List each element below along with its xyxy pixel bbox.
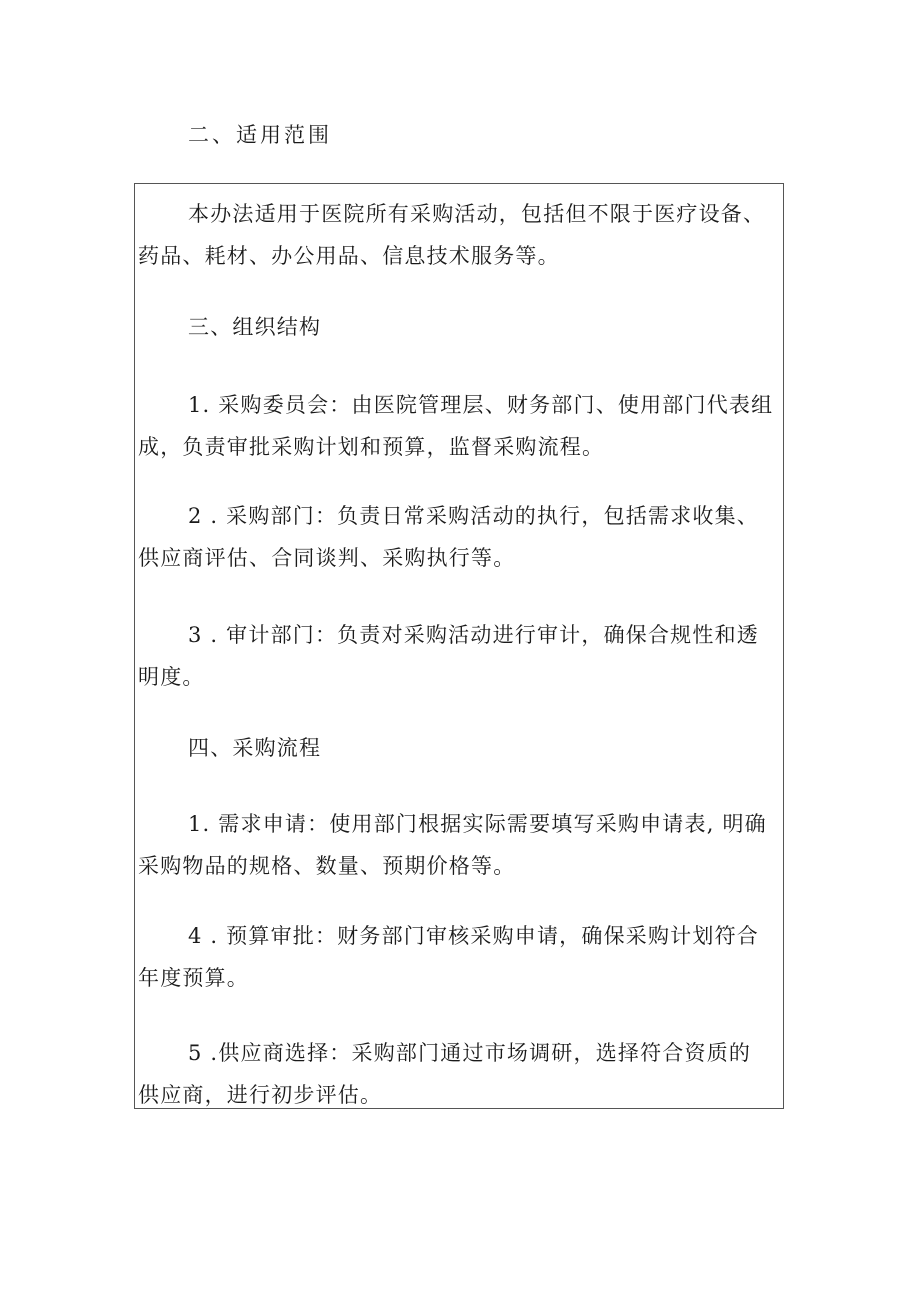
- paragraph-process-budget: [138, 915, 782, 999]
- paragraph-line: 2 . 采购部门：负责日常采购活动的执行，包括需求收集、: [188, 504, 759, 528]
- paragraph-process-request: [138, 803, 782, 887]
- paragraph-line: 成，负责审批采购计划和预算，监督采购流程。: [138, 435, 605, 459]
- heading-text: 三、组织结构: [188, 315, 322, 339]
- paragraph-line: 采购物品的规格、数量、预期价格等。: [138, 854, 516, 878]
- paragraph-line: 药品、耗材、办公用品、信息技术服务等。: [138, 244, 560, 268]
- section-heading-org: [138, 306, 782, 348]
- paragraph-line: 1. 需求申请：使用部门根据实际需要填写采购申请表, 明确: [188, 812, 767, 836]
- paragraph-line: 1. 采购委员会：由医院管理层、财务部门、使用部门代表组: [188, 393, 774, 417]
- paragraph-line: 本办法适用于医院所有采购活动，包括但不限于医疗设备、: [188, 202, 766, 226]
- paragraph-line: 供应商，进行初步评估。: [138, 1083, 383, 1107]
- paragraph-org-committee: [138, 384, 782, 468]
- paragraph-line: 5 .供应商选择：采购部门通过市场调研，选择符合资质的: [188, 1041, 752, 1065]
- section-heading-scope: 二、适用范围: [188, 123, 332, 147]
- paragraph-line: 3 . 审计部门：负责对采购活动进行审计，确保合规性和透: [188, 623, 759, 647]
- paragraph-line: 4 . 预算审批：财务部门审核采购申请，确保采购计划符合: [188, 924, 759, 948]
- heading-text: 四、采购流程: [188, 736, 322, 760]
- paragraph-line: 年度预算。: [138, 966, 249, 990]
- section-heading-process: [138, 727, 782, 769]
- paragraph-org-audit: [138, 614, 782, 698]
- paragraph-line: 明度。: [138, 665, 205, 689]
- paragraph-process-supplier: [138, 1032, 782, 1116]
- paragraph-scope: [138, 193, 782, 277]
- paragraph-line: 供应商评估、合同谈判、采购执行等。: [138, 546, 516, 570]
- paragraph-org-procurement: [138, 495, 782, 579]
